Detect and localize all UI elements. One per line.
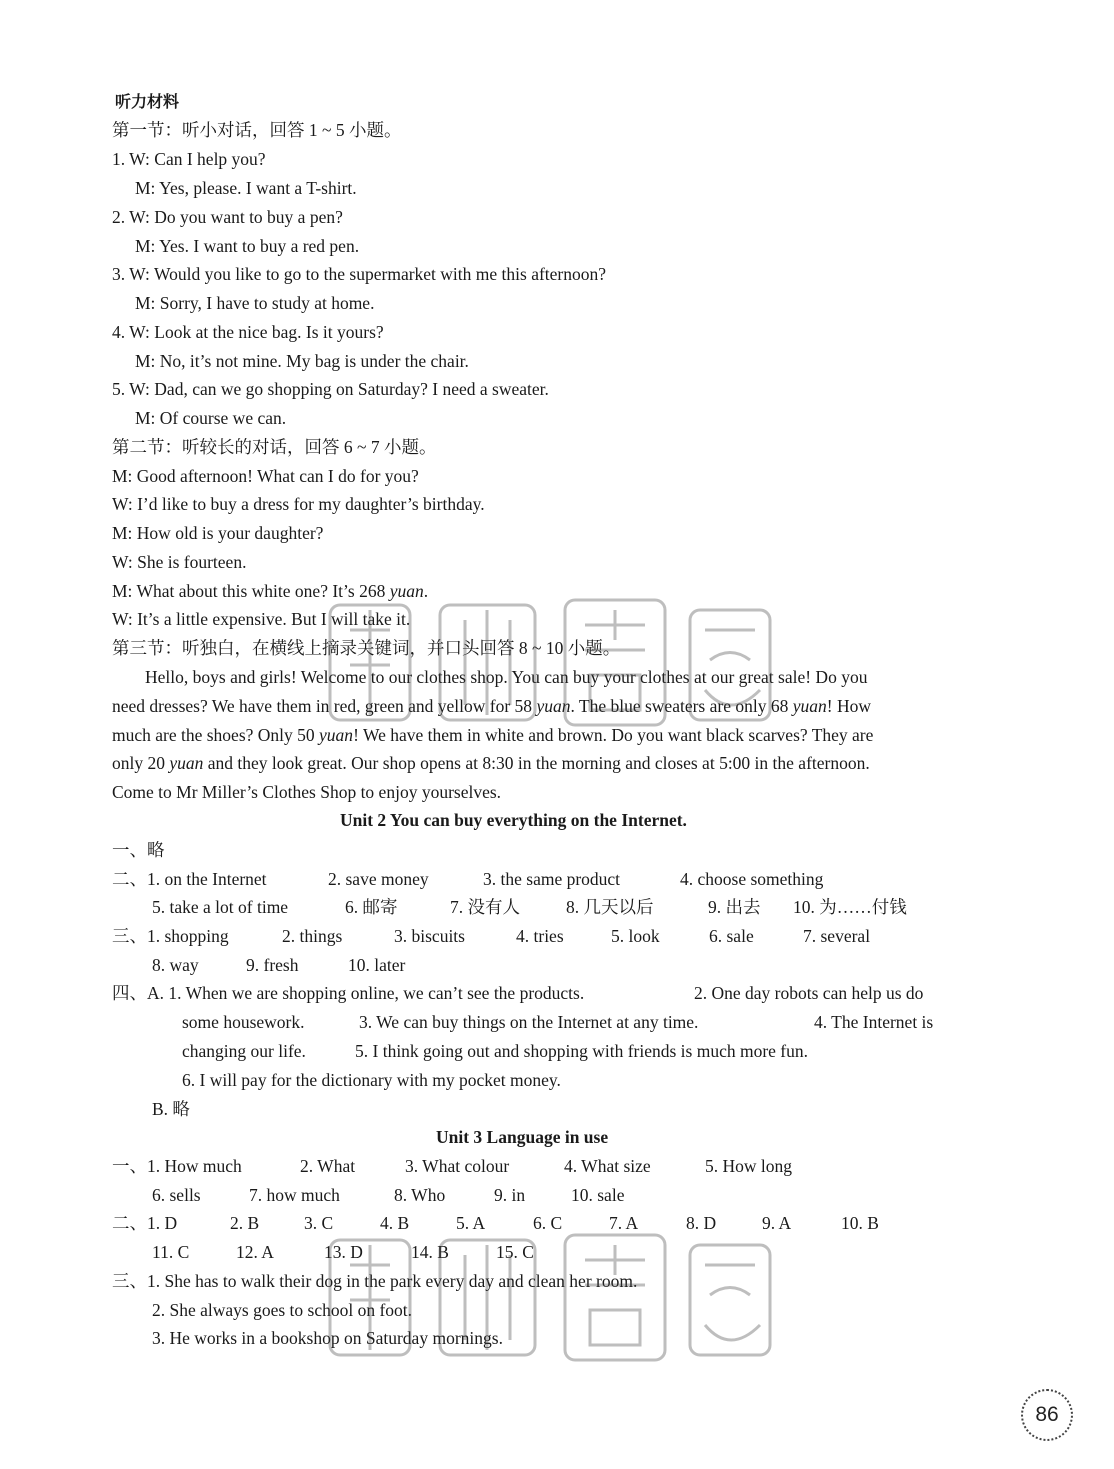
monologue-line-3: much are the shoes? Only 50 yuan! We have them in white and brown. Do you want black scarves? They are bbox=[112, 725, 874, 745]
dialog-4-m: M: No, it’s not mine. My bag is under the chair. bbox=[135, 351, 469, 371]
unit2-part2-row2: 5. take a lot of time 6. 邮寄 7. 没有人 8. 几天以后 9. 出去 10. 为……付钱 bbox=[152, 897, 907, 917]
unit2-part4-row2: some housework. 3. We can buy things on the Internet at any time. 4. The Internet is bbox=[182, 1012, 934, 1032]
page-number-badge bbox=[1021, 1389, 1073, 1441]
unit3-part2-row2: 11. C 12. A 13. D 14. B 15. C bbox=[152, 1242, 534, 1262]
unit2-part3-row2: 8. way 9. fresh 10. later bbox=[152, 955, 406, 975]
page-number: 86 bbox=[1035, 1403, 1059, 1426]
long-dialog-line-5: M: What about this white one? It’s 268 yuan. bbox=[112, 581, 429, 601]
section-1-title: 第一节：听小对话，回答 1 ~ 5 小题。 bbox=[112, 120, 402, 140]
long-dialog-line-4: W: She is fourteen. bbox=[112, 552, 247, 572]
dialog-3-w: 3. W: Would you like to go to the supermarket with me this afternoon? bbox=[112, 264, 607, 284]
monologue-line-5: Come to Mr Miller’s Clothes Shop to enjoy yourselves. bbox=[112, 782, 502, 802]
long-dialog-line-6: W: It’s a little expensive. But I will take it. bbox=[112, 609, 411, 629]
unit2-part1: 一、略 bbox=[112, 840, 165, 860]
dialog-4-w: 4. W: Look at the nice bag. Is it yours? bbox=[112, 322, 384, 342]
dialog-5-w: 5. W: Dad, can we go shopping on Saturday? I need a sweater. bbox=[112, 379, 549, 399]
unit2-part4-row1: 四、A. 1. When we are shopping online, we can’t see the products. 2. One day robots can help us do bbox=[112, 983, 924, 1003]
unit3-part3-row2: 2. She always goes to school on foot. bbox=[152, 1300, 413, 1320]
monologue-line-1: Hello, boys and girls! Welcome to our clothes shop. You can buy your clothes at our great sale! Do you bbox=[145, 667, 868, 687]
unit2-part4-row3: changing our life. 5. I think going out and shopping with friends is much more fun. bbox=[182, 1041, 809, 1061]
long-dialog-line-1: M: Good afternoon! What can I do for you? bbox=[112, 466, 419, 486]
unit2-part3-row1: 三、1. shopping 2. things 3. biscuits 4. tries 5. look 6. sale 7. several bbox=[112, 926, 871, 946]
unit3-part1-row2: 6. sells 7. how much 8. Who 9. in 10. sale bbox=[152, 1185, 625, 1205]
long-dialog-line-2: W: I’d like to buy a dress for my daughter’s birthday. bbox=[112, 494, 485, 514]
dialog-1-w: 1. W: Can I help you? bbox=[112, 149, 266, 169]
unit-2-title: Unit 2 You can buy everything on the Internet. bbox=[340, 810, 687, 830]
unit2-part2-row1: 二、1. on the Internet 2. save money 3. the same product 4. choose something bbox=[112, 869, 824, 889]
dialog-1-m: M: Yes, please. I want a T-shirt. bbox=[135, 178, 357, 198]
unit-3-title: Unit 3 Language in use bbox=[436, 1127, 609, 1147]
dialog-2-w: 2. W: Do you want to buy a pen? bbox=[112, 207, 343, 227]
unit3-part3-row3: 3. He works in a bookshop on Saturday mornings. bbox=[152, 1328, 503, 1348]
watermark-graphic-lower bbox=[320, 1225, 780, 1375]
listening-heading: 听力材料 bbox=[115, 92, 180, 111]
section-2-title: 第二节：听较长的对话，回答 6 ~ 7 小题。 bbox=[112, 437, 437, 457]
unit3-part2-row1: 二、1. D 2. B 3. C 4. B 5. A 6. C 7. A 8. D 9. A 10. B bbox=[112, 1213, 879, 1233]
long-dialog-line-3: M: How old is your daughter? bbox=[112, 523, 324, 543]
unit3-part1-row1: 一、1. How much 2. What 3. What colour 4. What size 5. How long bbox=[112, 1156, 793, 1176]
monologue-line-4: only 20 yuan and they look great. Our shop opens at 8:30 in the morning and closes at 5:00 in the afternoon. bbox=[112, 753, 870, 773]
unit3-part3-row1: 三、1. She has to walk their dog in the park every day and clean her room. bbox=[112, 1271, 638, 1291]
dialog-5-m: M: Of course we can. bbox=[135, 408, 287, 428]
watermark-graphic-upper bbox=[320, 590, 780, 740]
unit2-part4-row4: 6. I will pay for the dictionary with my pocket money. bbox=[182, 1070, 561, 1090]
monologue-line-2: need dresses? We have them in red, green and yellow for 58 yuan. The blue sweaters are only 68 yuan! How bbox=[112, 696, 871, 716]
dialog-2-m: M: Yes. I want to buy a red pen. bbox=[135, 236, 360, 256]
section-3-title: 第三节：听独白，在横线上摘录关键词，并口头回答 8 ~ 10 小题。 bbox=[112, 638, 621, 658]
dialog-3-m: M: Sorry, I have to study at home. bbox=[135, 293, 375, 313]
unit2-part4-b: B. 略 bbox=[152, 1099, 190, 1119]
